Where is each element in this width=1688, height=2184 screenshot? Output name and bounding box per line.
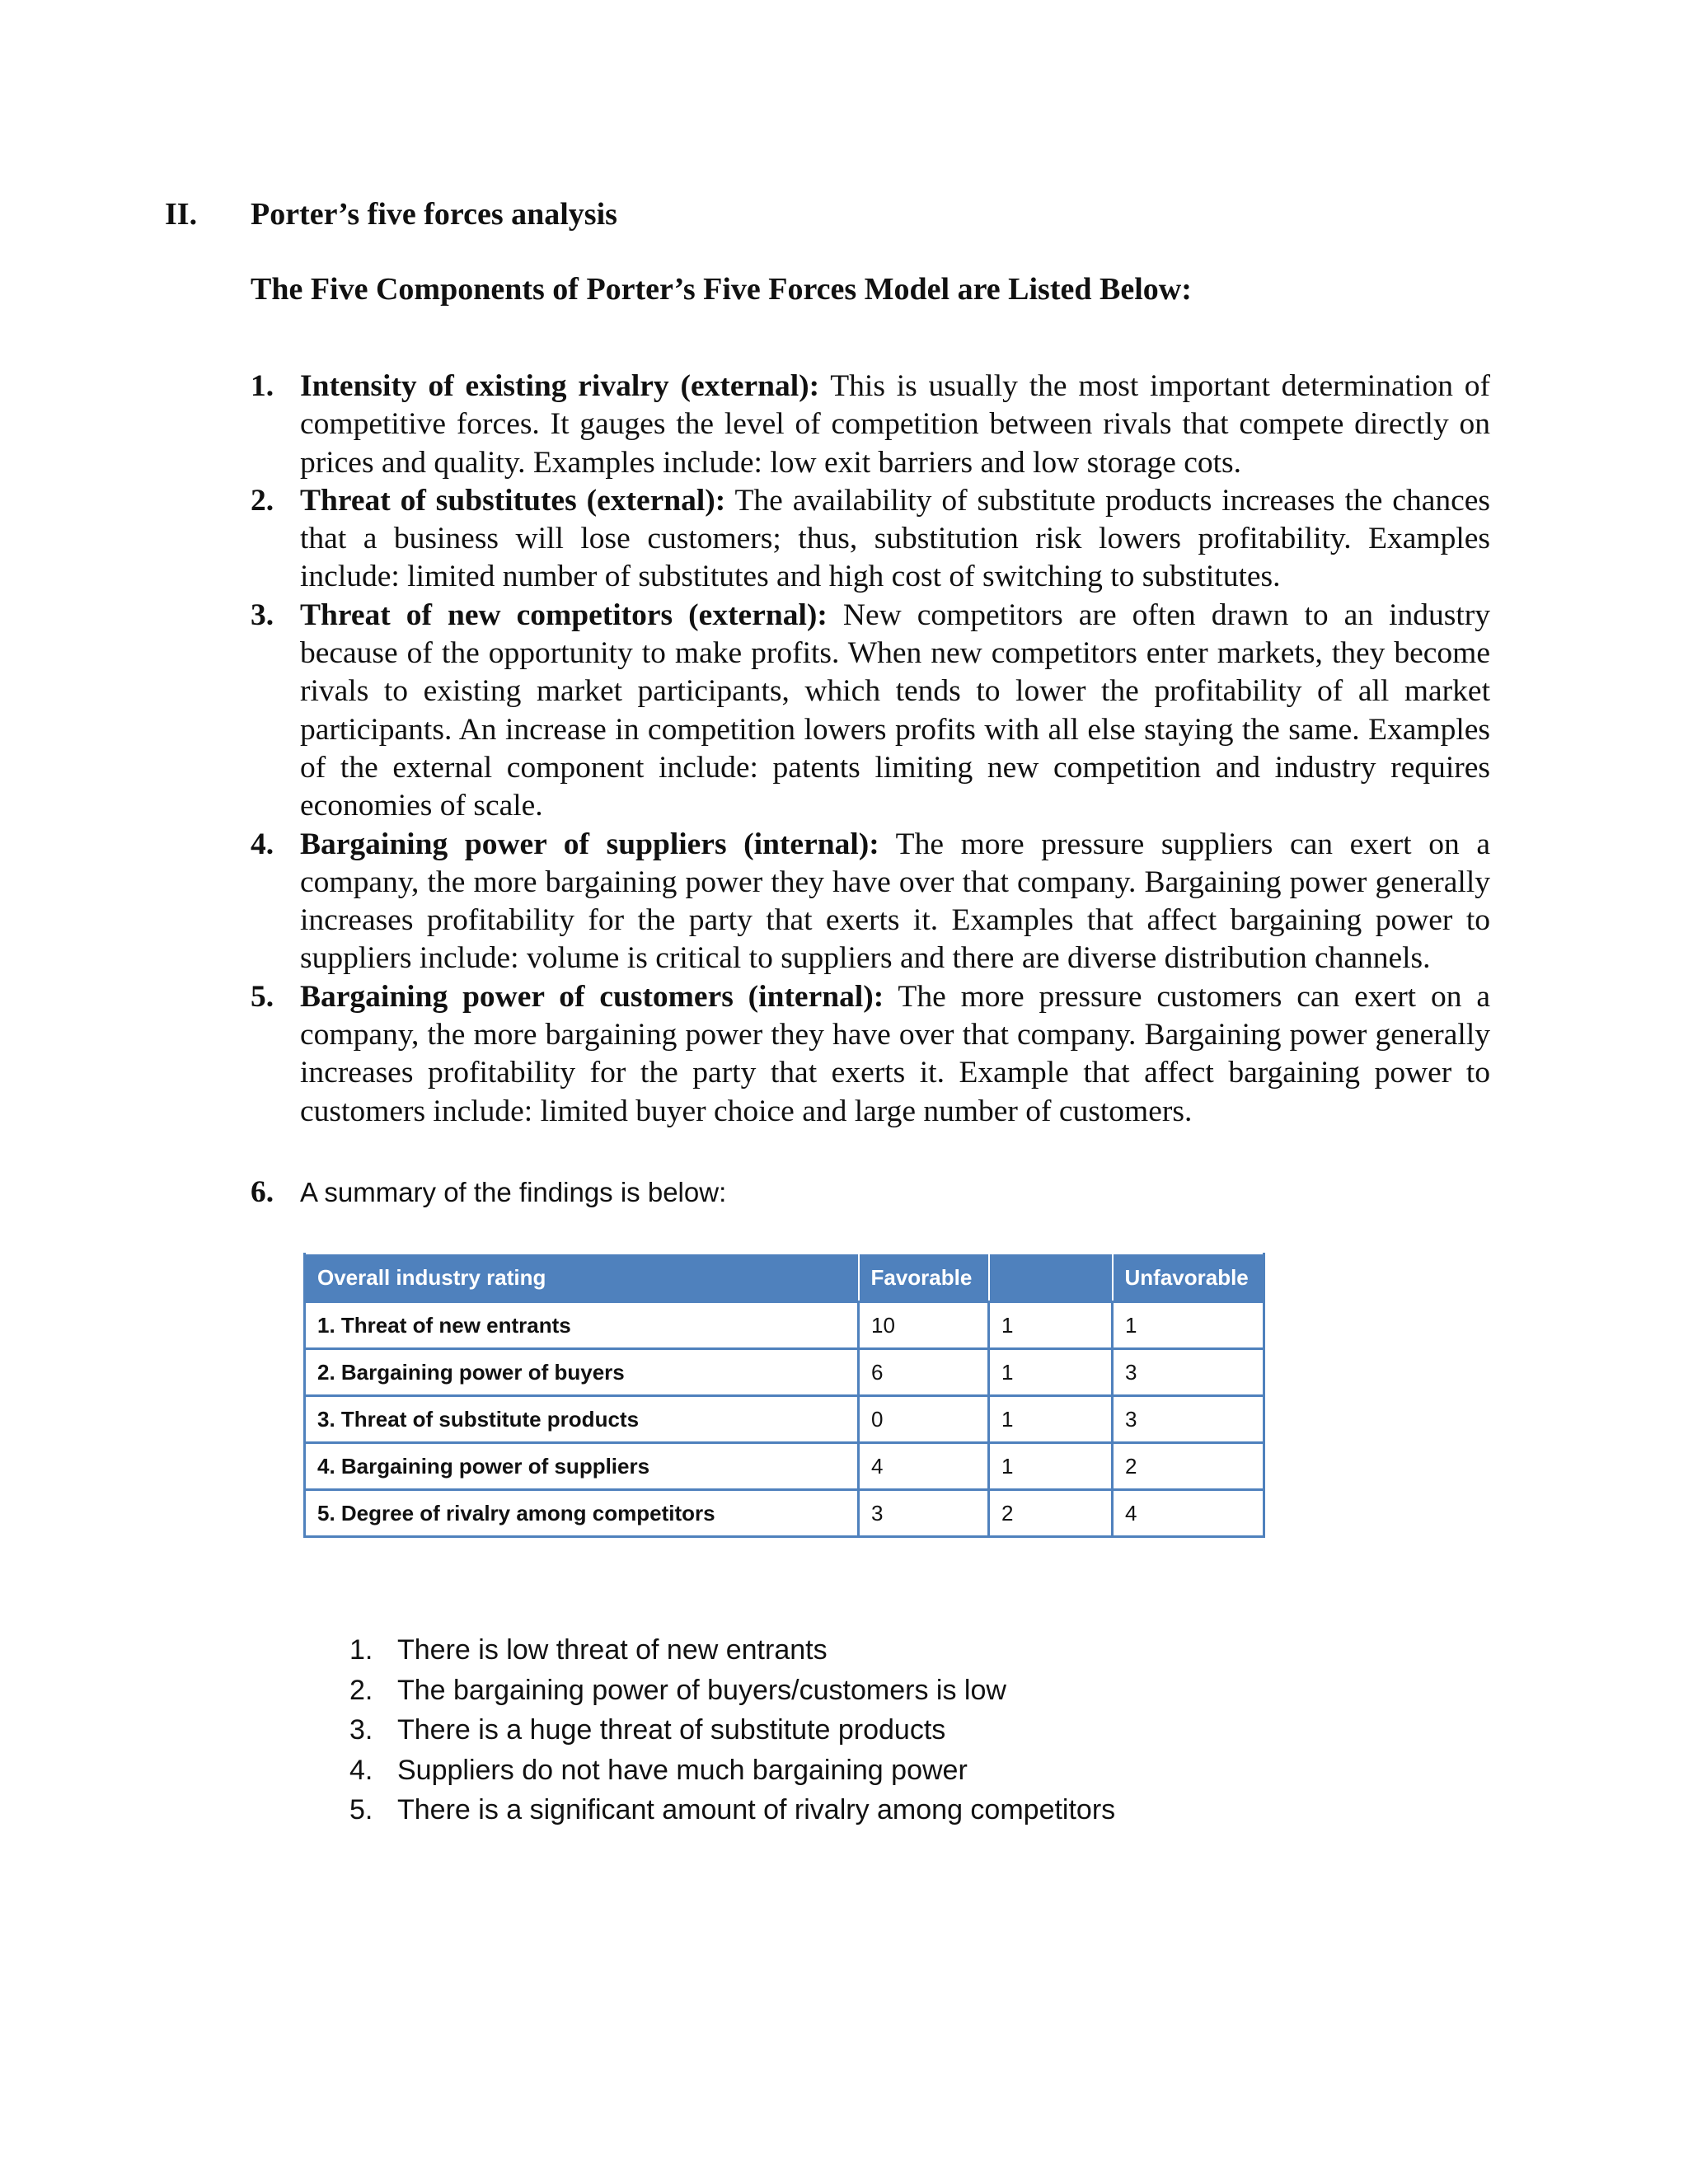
force-term: Bargaining power of suppliers (internal): — [300, 827, 879, 861]
table-row — [305, 1443, 1264, 1490]
cell-unfavorable: 3 — [1113, 1396, 1264, 1443]
cell-unfavorable: 1 — [1113, 1302, 1264, 1349]
force-text: The more pressure customers can exert on a company, the more bargaining power they have over that company. Bargaining power generally increases profitability for the party that exerts it. Example that affect bargaining power to customers include: limited buyer choice and large number of customers. — [300, 979, 1490, 1128]
force-item — [251, 826, 1490, 978]
finding-text: There is low threat of new entrants — [397, 1634, 828, 1666]
cell-unfavorable: 4 — [1113, 1490, 1264, 1537]
row-label: 3. Threat of substitute products — [305, 1396, 859, 1443]
force-term: Bargaining power of customers (internal): — [300, 979, 884, 1014]
cell-favorable: 6 — [859, 1349, 989, 1396]
finding-marker: 1. — [349, 1634, 373, 1666]
subheading: The Five Components of Porter’s Five Forces Model are Listed Below: — [251, 272, 1192, 307]
row-label: 1. Threat of new entrants — [305, 1302, 859, 1349]
force-term: Intensity of existing rivalry (external): — [300, 369, 820, 403]
section-title: Porter’s five forces analysis — [251, 197, 617, 232]
force-term: Threat of substitutes (external): — [300, 483, 726, 518]
finding-text: The bargaining power of buyers/customers is low — [397, 1674, 1006, 1706]
force-text: New competitors are often drawn to an industry because of the opportunity to make profits. When new competitors enter markets, they become rivals to existing market participants, which tends to lower the profitability of all market participants. An increase in competition lowers profits with all else staying the same. Examples of the external component include: patents limiting new competition and industry requires economies of scale. — [300, 598, 1491, 823]
row-label: 2. Bargaining power of buyers — [305, 1349, 859, 1396]
force-marker: 3. — [251, 598, 274, 632]
summary-text: A summary of the findings is below: — [300, 1177, 727, 1207]
table-row — [305, 1396, 1264, 1443]
summary-marker: 6. — [251, 1175, 274, 1209]
finding-marker: 4. — [349, 1754, 373, 1786]
findings-list — [349, 1630, 1115, 1830]
cell-favorable: 4 — [859, 1443, 989, 1490]
force-marker: 4. — [251, 827, 274, 861]
finding-marker: 3. — [349, 1714, 373, 1746]
cell-middle: 1 — [989, 1349, 1113, 1396]
table-header-row — [305, 1254, 1264, 1302]
industry-rating-table — [303, 1253, 1265, 1538]
cell-favorable: 3 — [859, 1490, 989, 1537]
force-text: The more pressure suppliers can exert on a company, the more bargaining power they have over that company. Bargaining power generally increases profitability for the party that exerts it. Examples that affect bargaining power to suppliers include: volume is critical to suppliers and there are diverse distribution channels. — [300, 827, 1490, 976]
force-item — [251, 482, 1490, 597]
cell-unfavorable: 3 — [1113, 1349, 1264, 1396]
force-term: Threat of new competitors (external): — [300, 598, 828, 632]
header-overall-rating: Overall industry rating — [305, 1254, 859, 1302]
finding-text: Suppliers do not have much bargaining power — [397, 1754, 968, 1786]
force-item — [251, 597, 1490, 826]
header-favorable: Favorable — [859, 1254, 989, 1302]
force-item — [251, 978, 1490, 1131]
finding-marker: 5. — [349, 1794, 373, 1825]
finding-item — [349, 1671, 1115, 1711]
cell-middle: 1 — [989, 1396, 1113, 1443]
header-unfavorable: Unfavorable — [1113, 1254, 1264, 1302]
cell-middle: 2 — [989, 1490, 1113, 1537]
header-blank — [989, 1254, 1113, 1302]
cell-middle: 1 — [989, 1443, 1113, 1490]
force-text: The availability of substitute products increases the chances that a business will lose customers; thus, substitution risk lowers profitability. Examples include: limited number of substitutes and high cost of switching to substitutes. — [300, 483, 1490, 594]
finding-text: There is a significant amount of rivalry among competitors — [397, 1794, 1116, 1825]
force-item — [251, 368, 1490, 482]
row-label: 5. Degree of rivalry among competitors — [305, 1490, 859, 1537]
finding-item — [349, 1790, 1115, 1830]
section-number: II. — [165, 197, 198, 232]
forces-list — [251, 368, 1490, 1131]
force-marker: 1. — [251, 369, 274, 403]
cell-favorable: 0 — [859, 1396, 989, 1443]
section-heading — [165, 196, 617, 232]
finding-marker: 2. — [349, 1674, 373, 1706]
finding-item — [349, 1710, 1115, 1750]
cell-middle: 1 — [989, 1302, 1113, 1349]
force-marker: 2. — [251, 483, 274, 518]
table-row — [305, 1349, 1264, 1396]
table-row — [305, 1490, 1264, 1537]
finding-item — [349, 1750, 1115, 1791]
force-text: This is usually the most important determination of competitive forces. It gauges the level of competition between rivals that compete directly on prices and quality. Examples include: low exit barriers and low storage cots. — [300, 369, 1490, 480]
cell-favorable: 10 — [859, 1302, 989, 1349]
cell-unfavorable: 2 — [1113, 1443, 1264, 1490]
table-row — [305, 1302, 1264, 1349]
force-marker: 5. — [251, 979, 274, 1014]
finding-text: There is a huge threat of substitute products — [397, 1714, 946, 1746]
row-label: 4. Bargaining power of suppliers — [305, 1443, 859, 1490]
finding-item — [349, 1630, 1115, 1671]
